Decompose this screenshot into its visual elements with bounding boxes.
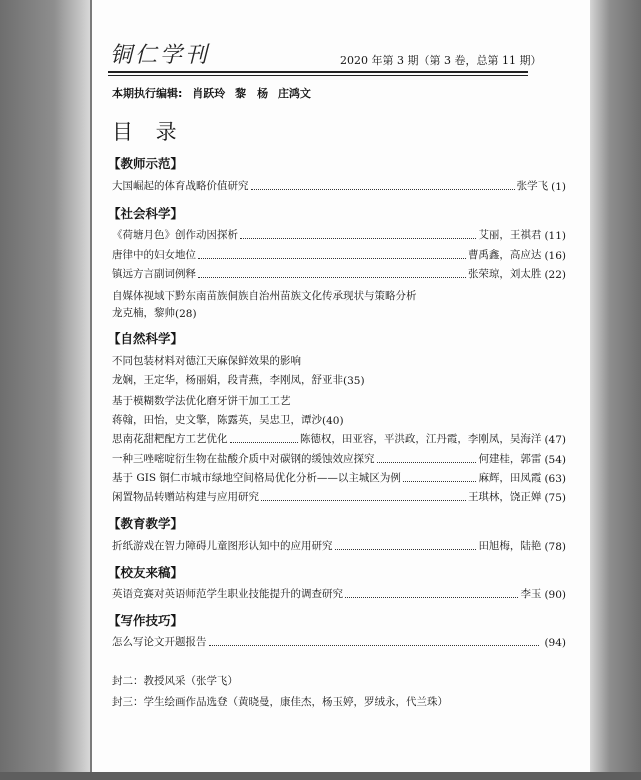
toc-entry[interactable] [112, 248, 566, 262]
toc-entry[interactable] [112, 471, 566, 485]
entry-title: 唐律中的妇女地位 [112, 249, 196, 261]
journal-logo: 铜仁学刊 [110, 43, 211, 68]
entry-page: (22) [544, 269, 566, 281]
entry-title: 思南花甜粑配方工艺优化 [112, 433, 228, 445]
entry-title: 一种三唑嘧啶衍生物在盐酸介质中对碳钢的缓蚀效应探究 [112, 453, 375, 465]
entry-title: 折纸游戏在智力障碍儿童图形认知中的应用研究 [112, 540, 333, 552]
entry-author: 麻辉，田凤霞 [478, 472, 542, 484]
section-heading: 【教师示范】 [108, 156, 184, 171]
entry-page: (1) [551, 181, 566, 193]
entry-author: 龙克楠，黎帅 [112, 307, 175, 319]
entry-author: 张学飞 [516, 180, 549, 192]
entry-author: 张荣琼，刘太胜 [467, 268, 542, 280]
leader-dots [240, 238, 476, 239]
leader-dots [345, 597, 518, 598]
toc-entry[interactable] [112, 635, 566, 649]
entry-title: 英语竞赛对英语师范学生职业技能提升的调查研究 [112, 588, 343, 600]
section-heading: 【自然科学】 [108, 331, 184, 346]
cover-note: 封三：学生绘画作品选登（黄晓曼，康佳杰，杨玉婷，罗绒永，代兰珠） [112, 696, 448, 708]
toc-entry[interactable] [112, 452, 566, 466]
leader-dots [209, 645, 540, 646]
toc-entry[interactable] [112, 539, 566, 553]
entry-author: 陈德权，田亚容，平洪政，江丹霞，李刚凤，吴海洋 [299, 433, 542, 445]
leader-dots [335, 549, 477, 550]
entry-page: (16) [544, 250, 566, 262]
entry-page: (11) [544, 230, 566, 242]
entry-page: (94) [544, 637, 566, 649]
entry-title: 《荷塘月色》创作动因探析 [112, 229, 238, 241]
toc-entry[interactable] [112, 587, 566, 601]
entry-page: (54) [544, 454, 566, 466]
entry-author: 田旭梅，陆艳 [478, 540, 542, 552]
entry-title: 大国崛起的体育战略价值研究 [112, 180, 249, 192]
entry-author: 王琪林，饶正婵 [467, 491, 542, 503]
leader-dots [198, 277, 466, 278]
entry-page: (40) [322, 415, 344, 427]
entry-page: (47) [544, 434, 566, 446]
entry-author: 艾丽，王祺君 [478, 229, 542, 241]
toc-entry-continuation[interactable] [112, 413, 566, 427]
toc-entry[interactable] [112, 490, 566, 504]
toc-entry[interactable] [112, 179, 566, 193]
toc-entry[interactable] [112, 228, 566, 242]
section-heading: 【社会科学】 [108, 206, 184, 221]
entry-page: (28) [175, 308, 197, 320]
entry-title: 基于 GIS 铜仁市城市绿地空间格局优化分析——以主城区为例 [112, 472, 401, 484]
toc-title: 目 录 [112, 120, 185, 144]
entry-title[interactable]: 自媒体视域下黔东南苗族侗族自治州苗族文化传承现状与策略分析 [112, 290, 417, 302]
leader-dots [261, 500, 466, 501]
viewer-background-right [589, 0, 641, 780]
entry-author: 蒋翰，田怡，史文擎，陈露英，吴忠卫，谭沙 [112, 414, 322, 426]
toc-entry-continuation[interactable] [112, 306, 566, 320]
section-heading: 【写作技巧】 [108, 613, 184, 628]
issue-info: 2020 年第 3 期（第 3 卷，总第 11 期） [340, 54, 542, 67]
entry-title[interactable]: 不同包装材料对德江天麻保鲜效果的影响 [112, 355, 301, 367]
editor-name: 庄鸿文 [277, 87, 311, 100]
section-heading: 【校友来稿】 [108, 565, 184, 580]
header-rule-thin [108, 75, 528, 76]
section-heading: 【教育教学】 [108, 516, 184, 531]
leader-dots [230, 442, 298, 443]
editors-label: 本期执行编辑: [112, 87, 183, 100]
entry-page: (90) [544, 589, 566, 601]
entry-page: (78) [544, 541, 566, 553]
entry-title: 镇远方言副词例释 [112, 268, 196, 280]
entry-page: (35) [343, 375, 365, 387]
leader-dots [251, 189, 515, 190]
editor-name: 黎 杨 [235, 87, 269, 100]
entry-author: 龙娴，王定华，杨丽娟，段青燕，李刚凤，舒亚非 [112, 374, 343, 386]
editor-name: 肖跃玲 [192, 87, 226, 100]
leader-dots [198, 258, 466, 259]
entry-author: 曹禹鑫，高应达 [467, 249, 542, 261]
entry-page: (75) [544, 492, 566, 504]
leader-dots [403, 481, 477, 482]
entry-title[interactable]: 基于模糊数学法优化磨牙饼干加工工艺 [112, 395, 291, 407]
entry-author: 李玉 [520, 588, 542, 600]
toc-entry[interactable] [112, 267, 566, 281]
editors-line [112, 85, 317, 101]
entry-author: 何建桂，郭雷 [478, 453, 542, 465]
entry-title: 怎么写论文开题报告 [112, 636, 207, 648]
entry-page: (63) [544, 473, 566, 485]
viewer-bottom-bar [0, 772, 641, 780]
toc-entry-continuation[interactable] [112, 373, 566, 387]
viewer-background-left [0, 0, 90, 780]
cover-note: 封二：教授风采（张学飞） [112, 675, 238, 687]
leader-dots [377, 462, 477, 463]
header-rule-thick [108, 71, 528, 73]
entry-title: 闲置物品转赠站构建与应用研究 [112, 491, 259, 503]
toc-entry[interactable] [112, 432, 566, 446]
